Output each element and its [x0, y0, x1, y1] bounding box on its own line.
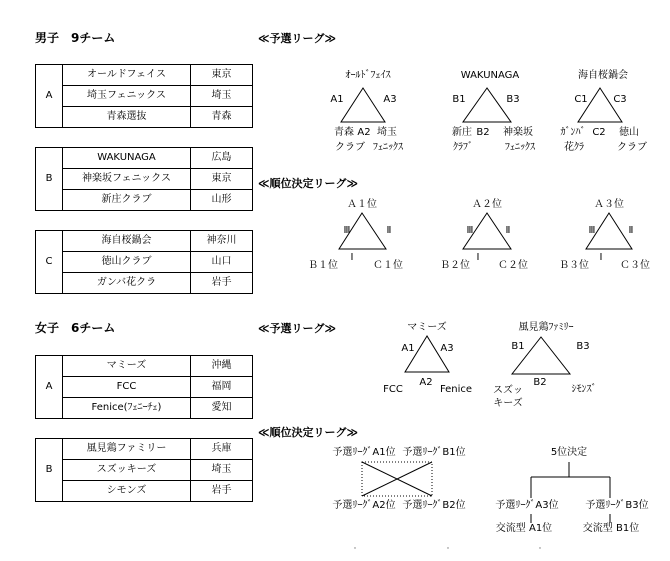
league-top-team: WAKUNAGA	[460, 70, 520, 81]
team-prefecture: 山形	[191, 190, 253, 211]
ranking-match-left: Ⅲ	[343, 225, 351, 236]
team-name: 青森選抜	[63, 107, 191, 128]
league-vertex-left: A1	[401, 343, 415, 354]
team-name: スズッキーズ	[63, 460, 191, 481]
fifth-place-right-slot: 予選ﾘｰｸﾞB3位	[585, 500, 649, 511]
league-bottom-right-team: ﾌｪﾆｯｸｽ	[505, 142, 535, 153]
league-top-team: 風見鶏ﾌｧﾐﾘｰ	[518, 322, 574, 333]
team-name: 徳山クラブ	[63, 252, 191, 273]
team-prefecture: 神奈川	[191, 231, 253, 252]
group-letter: B	[36, 148, 63, 211]
team-name: ガンバ花クラ	[63, 273, 191, 294]
table-row	[36, 273, 253, 294]
league-bottom-right-team: Fenice	[439, 384, 473, 395]
league-bottom-left-team: FCC	[383, 384, 403, 395]
table-row	[36, 231, 253, 252]
league-top-team: ｵｰﾙﾄﾞﾌｪｲｽ	[345, 70, 391, 81]
team-name: 神楽坂フェニックス	[63, 169, 191, 190]
league-vertex-left: B1	[511, 341, 525, 352]
men-heading: 男子 9チーム	[35, 31, 116, 45]
team-name: FCC	[63, 377, 191, 398]
team-prefecture: 広島	[191, 148, 253, 169]
team-prefecture: 岩手	[191, 481, 253, 502]
league-vertex-right: B3	[576, 341, 590, 352]
fifth-place-left-slot: 予選ﾘｰｸﾞA3位	[495, 500, 559, 511]
league-bottom-left-team: クラブ	[335, 142, 365, 153]
group-letter: A	[36, 356, 63, 419]
men-ranking-heading: ≪順位決定リーグ≫	[258, 177, 359, 190]
league-bottom-left-team: 青森	[334, 127, 354, 138]
league-vertex-left: B1	[452, 94, 466, 105]
men-group-c-table	[35, 230, 253, 294]
ranking-bottom-right-slot: Ｃ３位	[620, 260, 650, 271]
table-row	[36, 439, 253, 460]
league-bottom-right-team: クラブ	[617, 142, 647, 153]
stray-mark	[354, 547, 355, 548]
table-row	[36, 169, 253, 190]
league-bottom-right-team: ｼﾓﾝｽﾞ	[571, 384, 597, 395]
fifth-place-left-next: 交流型 A1位	[495, 523, 553, 534]
team-name: 埼玉フェニックス	[63, 86, 191, 107]
ranking-bottom-right-slot: Ｃ１位	[373, 260, 403, 271]
team-name: オールドフェイス	[63, 65, 191, 86]
league-top-team: マミーズ	[407, 322, 447, 333]
cross-slot-top-right: 予選ﾘｰｸﾞB1位	[402, 447, 466, 458]
cross-slot-top-left: 予選ﾘｰｸﾞA1位	[332, 447, 396, 458]
team-prefecture: 山口	[191, 252, 253, 273]
fifth-place-right-next: 交流型 B1位	[582, 523, 640, 534]
league-vertex-right: C3	[613, 94, 627, 105]
league-vertex-bottom: C2	[592, 127, 606, 138]
league-bottom-left-team: 新庄	[452, 127, 472, 138]
team-name: マミーズ	[63, 356, 191, 377]
ranking-bottom-right-slot: Ｃ２位	[498, 260, 528, 271]
cross-slot-bottom-right: 予選ﾘｰｸﾞB2位	[402, 500, 466, 511]
league-bottom-right-team: 神楽坂	[503, 127, 533, 138]
league-bottom-left-team: キーズ	[493, 398, 523, 409]
table-row	[36, 86, 253, 107]
women-prelim-heading: ≪予選リーグ≫	[258, 322, 337, 335]
group-letter: C	[36, 231, 63, 294]
table-row	[36, 107, 253, 128]
stray-mark	[539, 547, 540, 548]
league-vertex-right: A3	[383, 94, 397, 105]
league-vertex-left: A1	[330, 94, 344, 105]
ranking-bottom-left-slot: Ｂ２位	[440, 260, 470, 271]
team-name: シモンズ	[63, 481, 191, 502]
ranking-top-slot: Ａ２位	[472, 199, 502, 210]
women-heading: 女子 6チーム	[35, 321, 116, 335]
team-prefecture: 埼玉	[191, 460, 253, 481]
ranking-bottom-left-slot: Ｂ３位	[559, 260, 589, 271]
ranking-match-bottom: Ⅰ	[476, 252, 480, 263]
team-name: 風見鶏ファミリー	[63, 439, 191, 460]
ranking-match-bottom: Ⅰ	[599, 252, 603, 263]
team-prefecture: 青森	[191, 107, 253, 128]
team-prefecture: 愛知	[191, 398, 253, 419]
men-prelim-heading: ≪予選リーグ≫	[258, 32, 337, 45]
league-vertex-right: B3	[506, 94, 520, 105]
table-row	[36, 252, 253, 273]
ranking-match-left: Ⅲ	[466, 225, 474, 236]
women-group-b-table	[35, 438, 253, 502]
group-letter: B	[36, 439, 63, 502]
group-letter: A	[36, 65, 63, 128]
team-prefecture: 兵庫	[191, 439, 253, 460]
ranking-match-right: Ⅱ	[628, 225, 634, 236]
stray-mark	[447, 547, 448, 548]
table-row	[36, 377, 253, 398]
ranking-top-slot: Ａ１位	[347, 199, 377, 210]
league-vertex-bottom: B2	[533, 377, 547, 388]
league-bottom-left-team: ｸﾗﾌﾞ	[453, 142, 473, 153]
table-row	[36, 460, 253, 481]
cross-slot-bottom-left: 予選ﾘｰｸﾞA2位	[332, 500, 396, 511]
league-bottom-right-team: ﾌｪﾆｯｸｽ	[373, 142, 403, 153]
table-row	[36, 481, 253, 502]
league-bottom-right-team: 徳山	[619, 127, 639, 138]
men-prelim-triangle-a	[341, 88, 385, 122]
team-prefecture: 埼玉	[191, 86, 253, 107]
men-group-a-table	[35, 64, 253, 128]
league-vertex-bottom: A2	[357, 127, 371, 138]
league-bottom-left-team: スズッ	[493, 385, 523, 396]
fifth-place-title: 5位決定	[550, 447, 588, 458]
league-top-team: 海自桜鍋会	[578, 70, 628, 81]
team-prefecture: 東京	[191, 65, 253, 86]
team-prefecture: 東京	[191, 169, 253, 190]
league-vertex-bottom: B2	[476, 127, 490, 138]
team-name: 海自桜鍋会	[63, 231, 191, 252]
women-group-a-table	[35, 355, 253, 419]
ranking-match-bottom: Ⅰ	[350, 252, 354, 263]
league-bottom-left-team: 花ｸﾗ	[564, 142, 584, 153]
table-row	[36, 148, 253, 169]
ranking-match-right: Ⅱ	[505, 225, 511, 236]
team-prefecture: 岩手	[191, 273, 253, 294]
league-vertex-left: C1	[574, 94, 588, 105]
ranking-top-slot: Ａ３位	[594, 199, 624, 210]
ranking-bottom-left-slot: Ｂ１位	[308, 260, 338, 271]
men-prelim-triangle-b	[463, 88, 511, 122]
league-bottom-left-team: ｶﾞﾝﾊﾞ	[560, 127, 586, 138]
team-name: WAKUNAGA	[63, 148, 191, 169]
table-row	[36, 356, 253, 377]
league-vertex-bottom: A2	[419, 377, 433, 388]
team-prefecture: 福岡	[191, 377, 253, 398]
league-vertex-right: A3	[440, 343, 454, 354]
team-name: 新庄クラブ	[63, 190, 191, 211]
league-bottom-right-team: 埼玉	[377, 127, 397, 138]
team-name: Fenice(ﾌｪﾆｰﾁｪ)	[63, 398, 191, 419]
table-row	[36, 398, 253, 419]
women-ranking-heading: ≪順位決定リーグ≫	[258, 426, 359, 439]
table-row	[36, 190, 253, 211]
ranking-match-left: Ⅲ	[588, 225, 596, 236]
ranking-match-right: Ⅱ	[386, 225, 392, 236]
table-row	[36, 65, 253, 86]
men-group-b-table	[35, 147, 253, 211]
team-prefecture: 沖縄	[191, 356, 253, 377]
